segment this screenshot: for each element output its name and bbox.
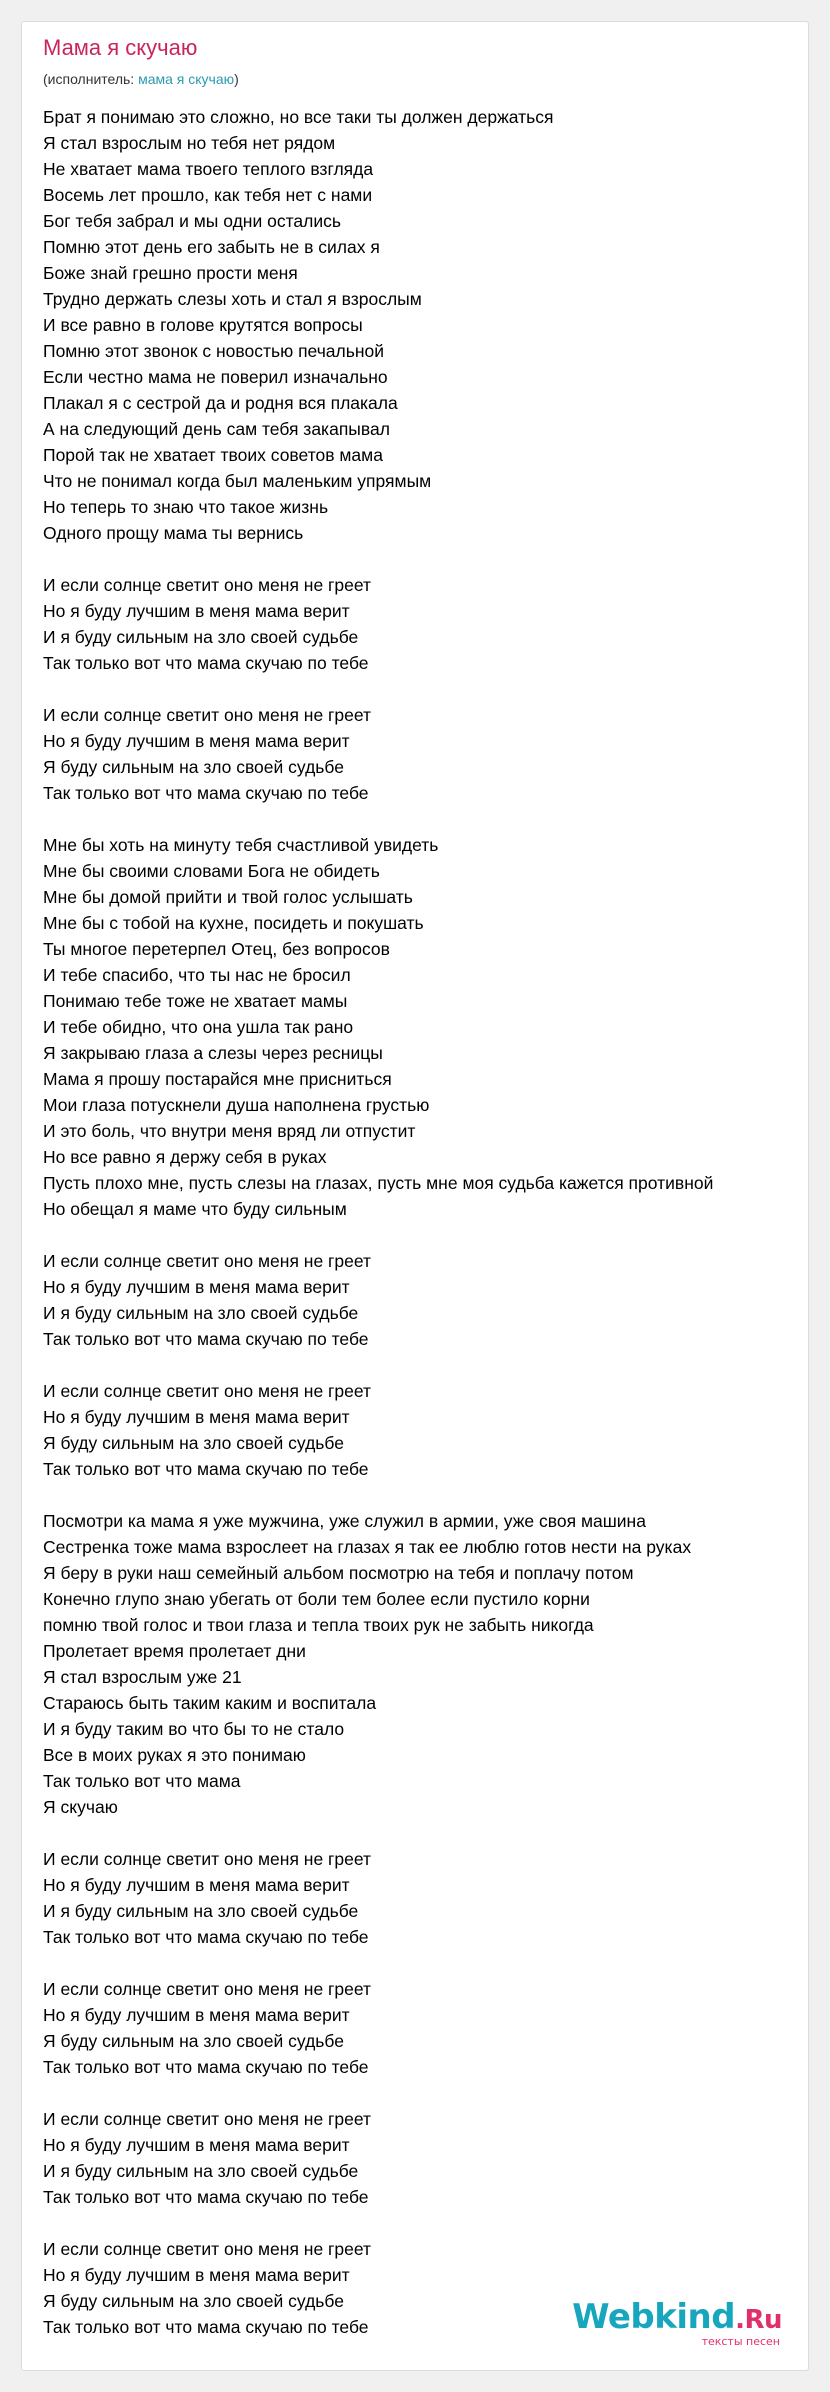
lyric-line: Одного прощу мама ты вернись xyxy=(43,523,304,543)
lyric-line: Я скучаю xyxy=(43,1797,118,1817)
lyric-line: Но я буду лучшим в меня мама верит xyxy=(43,601,350,621)
lyric-line: Так только вот что мама скучаю по тебе xyxy=(43,653,369,673)
byline-prefix: (исполнитель: xyxy=(43,71,139,87)
lyric-line: И тебе спасибо, что ты нас не бросил xyxy=(43,965,351,985)
lyric-line: Конечно глупо знаю убегать от боли тем более если пустило корни xyxy=(43,1589,590,1609)
lyric-line: И я буду таким во что бы то не стало xyxy=(43,1719,345,1739)
lyric-line: Не хватает мама твоего теплого взгляда xyxy=(43,159,374,179)
lyric-line: Но я буду лучшим в меня мама верит xyxy=(43,2265,350,2285)
lyric-line: Помню этот день его забыть не в силах я xyxy=(43,237,380,257)
lyric-line: помню твой голос и твои глаза и тепла твоих рук не забыть никогда xyxy=(43,1615,594,1635)
lyric-line: Ты многое перетерпел Отец, без вопросов xyxy=(43,939,390,959)
lyric-line: Я буду сильным на зло своей судьбе xyxy=(43,757,344,777)
logo-tagline: тексты песен xyxy=(701,2335,780,2348)
stanza-gap xyxy=(43,1352,809,1378)
stanza-gap xyxy=(43,2080,809,2106)
lyric-line: И я буду сильным на зло своей судьбе xyxy=(43,1303,359,1323)
lyric-line: Но я буду лучшим в меня мама верит xyxy=(43,1277,350,1297)
lyric-line: И если солнце светит оно меня не греет xyxy=(43,2239,372,2259)
lyric-line: Мне бы своими словами Бога не обидеть xyxy=(43,861,380,881)
lyric-line: Я буду сильным на зло своей судьбе xyxy=(43,2031,344,2051)
lyric-line: И если солнце светит оно меня не греет xyxy=(43,2109,372,2129)
lyric-line: Так только вот что мама xyxy=(43,1771,241,1791)
lyric-line: И тебе обидно, что она ушла так рано xyxy=(43,1017,354,1037)
lyric-line: Так только вот что мама скучаю по тебе xyxy=(43,1459,369,1479)
lyric-line: Если честно мама не поверил изначально xyxy=(43,367,388,387)
lyric-line: Трудно держать слезы хоть и стал я взрослым xyxy=(43,289,422,309)
lyric-line: Восемь лет прошло, как тебя нет с нами xyxy=(43,185,373,205)
lyric-line: И я буду сильным на зло своей судьбе xyxy=(43,1901,359,1921)
lyric-line: И это боль, что внутри меня вряд ли отпустит xyxy=(43,1121,416,1141)
lyric-line: Порой так не хватает твоих советов мама xyxy=(43,445,383,465)
stanza-gap xyxy=(43,546,809,572)
lyric-line: Я беру в руки наш семейный альбом посмотрю на тебя и поплачу потом xyxy=(43,1563,634,1583)
lyric-line: Я буду сильным на зло своей судьбе xyxy=(43,1433,344,1453)
lyric-line: Я буду сильным на зло своей судьбе xyxy=(43,2291,344,2311)
lyrics-text xyxy=(43,104,809,2340)
lyric-line: Но я буду лучшим в меня мама верит xyxy=(43,1875,350,1895)
lyric-line: Так только вот что мама скучаю по тебе xyxy=(43,2187,369,2207)
stanza-gap xyxy=(43,806,809,832)
lyric-line: И если солнце светит оно меня не греет xyxy=(43,705,372,725)
lyric-line: А на следующий день сам тебя закапывал xyxy=(43,419,390,439)
lyric-line: Но я буду лучшим в меня мама верит xyxy=(43,1407,350,1427)
stanza-gap xyxy=(43,1222,809,1248)
lyric-line: И я буду сильным на зло своей судьбе xyxy=(43,627,359,647)
lyric-line: Так только вот что мама скучаю по тебе xyxy=(43,1329,369,1349)
lyric-line: И если солнце светит оно меня не греет xyxy=(43,1849,372,1869)
stanza-gap xyxy=(43,676,809,702)
lyric-line: Но все равно я держу себя в руках xyxy=(43,1147,327,1167)
lyric-line: Но теперь то знаю что такое жизнь xyxy=(43,497,329,517)
lyric-line: Я закрываю глаза а слезы через ресницы xyxy=(43,1043,383,1063)
lyric-line: Так только вот что мама скучаю по тебе xyxy=(43,783,369,803)
logo-web: Web xyxy=(572,2297,655,2337)
logo-kind: kind xyxy=(654,2297,736,2337)
lyric-line: И я буду сильным на зло своей судьбе xyxy=(43,2161,359,2181)
byline-suffix: ) xyxy=(234,71,239,87)
lyric-line: Стараюсь быть таким каким и воспитала xyxy=(43,1693,377,1713)
lyric-line: Мама я прошу постарайся мне присниться xyxy=(43,1069,392,1089)
lyric-line: И если солнце светит оно меня не греет xyxy=(43,575,372,595)
lyric-line: Я стал взрослым уже 21 xyxy=(43,1667,242,1687)
lyric-line: И если солнце светит оно меня не греет xyxy=(43,1251,372,1271)
lyric-line: Пусть плохо мне, пусть слезы на глазах, пусть мне моя судьба кажется противной xyxy=(43,1173,714,1193)
lyric-line: И если солнце светит оно меня не греет xyxy=(43,1979,372,1999)
lyric-line: Мои глаза потускнели душа наполнена грустью xyxy=(43,1095,430,1115)
stanza-gap xyxy=(43,1820,809,1846)
lyric-line: Плакал я с сестрой да и родня вся плакала xyxy=(43,393,398,413)
lyric-line: Так только вот что мама скучаю по тебе xyxy=(43,2057,369,2077)
lyric-line: Я стал взрослым но тебя нет рядом xyxy=(43,133,336,153)
webkind-logo[interactable] xyxy=(572,2299,782,2348)
lyric-line: Но я буду лучшим в меня мама верит xyxy=(43,2005,350,2025)
lyric-line: Пролетает время пролетает дни xyxy=(43,1641,306,1661)
logo-ru: .Ru xyxy=(735,2305,782,2335)
stanza-gap xyxy=(43,1482,809,1508)
stanza-gap xyxy=(43,2210,809,2236)
lyric-line: Все в моих руках я это понимаю xyxy=(43,1745,306,1765)
lyric-line: Так только вот что мама скучаю по тебе xyxy=(43,1927,369,1947)
stanza-gap xyxy=(43,1950,809,1976)
lyrics-card xyxy=(21,21,809,2371)
lyric-line: Брат я понимаю это сложно, но все таки ты должен держаться xyxy=(43,107,554,127)
lyric-line: Бог тебя забрал и мы одни остались xyxy=(43,211,341,231)
lyric-line: Мне бы хоть на минуту тебя счастливой увидеть xyxy=(43,835,439,855)
lyric-line: Но я буду лучшим в меня мама верит xyxy=(43,2135,350,2155)
lyric-line: И если солнце светит оно меня не греет xyxy=(43,1381,372,1401)
lyric-line: Сестренка тоже мама взрослеет на глазах я так ее люблю готов нести на руках xyxy=(43,1537,692,1557)
lyric-line: Но обещал я маме что буду сильным xyxy=(43,1199,347,1219)
lyric-line: Мне бы с тобой на кухне, посидеть и покушать xyxy=(43,913,424,933)
lyric-line: Но я буду лучшим в меня мама верит xyxy=(43,731,350,751)
lyric-line: Боже знай грешно прости меня xyxy=(43,263,298,283)
lyric-line: И все равно в голове крутятся вопросы xyxy=(43,315,363,335)
lyric-line: Посмотри ка мама я уже мужчина, уже служил в армии, уже своя машина xyxy=(43,1511,646,1531)
lyric-line: Мне бы домой прийти и твой голос услышать xyxy=(43,887,413,907)
lyric-line: Помню этот звонок с новостью печальной xyxy=(43,341,385,361)
lyric-line: Понимаю тебе тоже не хватает мамы xyxy=(43,991,348,1011)
lyric-line: Так только вот что мама скучаю по тебе xyxy=(43,2317,369,2337)
artist-byline xyxy=(43,70,239,88)
artist-link[interactable]: мама я скучаю xyxy=(138,71,235,87)
lyric-line: Что не понимал когда был маленьким упрямым xyxy=(43,471,432,491)
page-title: Мама я скучаю xyxy=(43,35,198,60)
logo-wordmark xyxy=(572,2299,782,2338)
